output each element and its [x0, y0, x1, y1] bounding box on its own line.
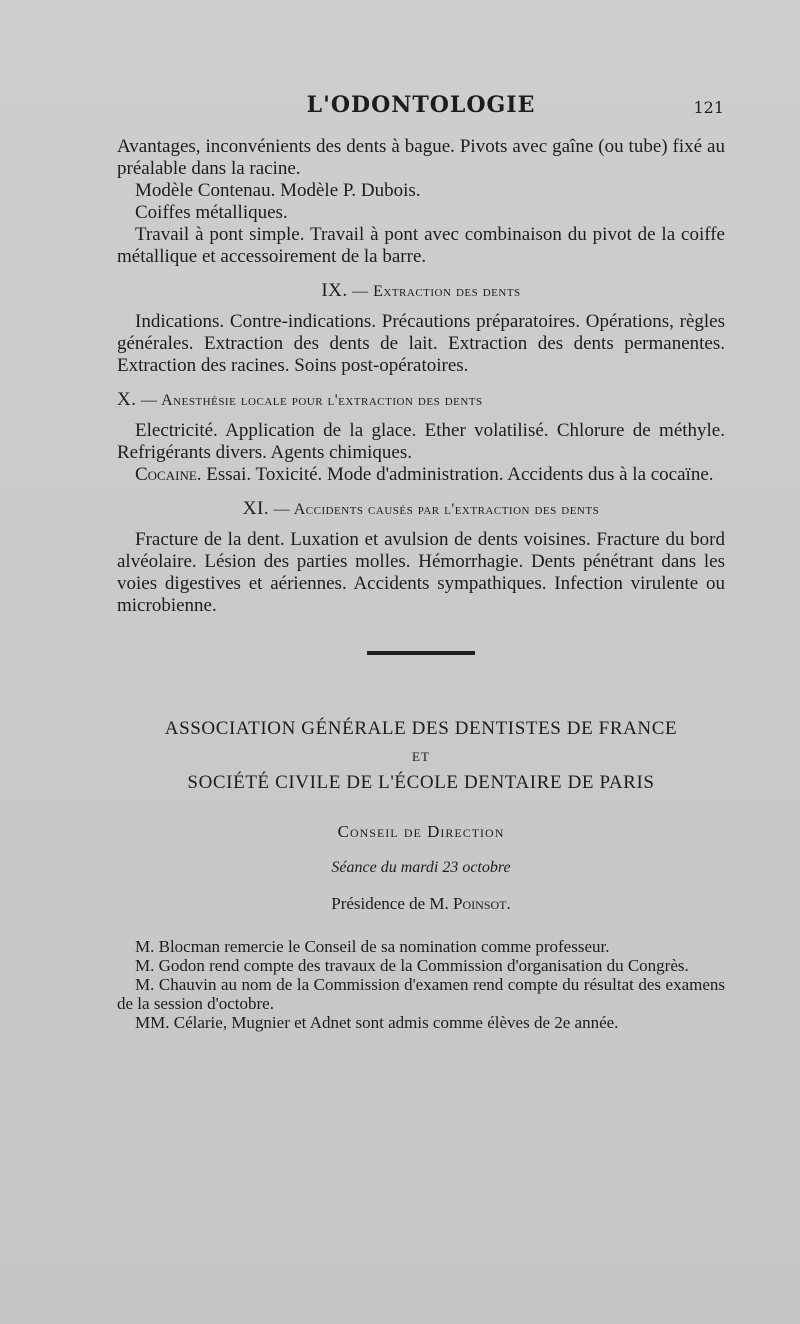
paragraph: Indications. Contre-indications. Précautions préparatoires. Opérations, règles générales. Extraction des dents de lait. Extraction des dents permanentes. Extraction des racines. Soins post-opératoires. [117, 311, 725, 376]
section-title: — Extraction des dents [352, 283, 521, 300]
minutes-item: M. Blocman remercie le Conseil de sa nomination comme professeur. [135, 937, 610, 956]
section-number: XI. [242, 498, 270, 519]
association-et: ET [412, 749, 430, 764]
paragraph-text: Essai. Toxicité. Mode d'administration. Accidents dus à la cocaïne. [201, 464, 714, 485]
paragraph: Coiffes métalliques. [135, 202, 288, 223]
paragraph: Fracture de la dent. Luxation et avulsion de dents voisines. Fracture du bord alvéolaire. Lésion des parties molles. Hémorrhagie. Dents pénétrant dans les voies digestives et aériennes. Accidents sympathiques. Infection virulente ou microbienne. [117, 529, 725, 616]
section-heading-x [117, 389, 725, 412]
presidence-prefix: Présidence de M. [331, 894, 454, 913]
page-number: 121 [693, 98, 724, 117]
minutes-item: M. Godon rend compte des travaux de la Commission d'organisation du Congrès. [135, 956, 689, 975]
page-header [118, 92, 724, 122]
section-number: IX. [321, 280, 348, 301]
council-title: Conseil de Direction [337, 822, 505, 841]
section-heading-ix [117, 280, 725, 303]
minutes-list [117, 937, 725, 1032]
horizontal-rule [367, 651, 475, 655]
term: Cocaine. [135, 464, 202, 485]
page-body [117, 136, 725, 1032]
section-title: — Anesthésie locale pour l'extraction des dents [140, 392, 483, 409]
association-line-2: SOCIÉTÉ CIVILE DE L'ÉCOLE DENTAIRE DE PARIS [187, 772, 655, 793]
session-date: Séance du mardi 23 octobre [331, 859, 511, 876]
association-line-1: ASSOCIATION GÉNÉRALE DES DENTISTES DE FRANCE [164, 718, 678, 739]
paragraph: Electricité. Application de la glace. Ether volatilisé. Chlorure de méthyle. Refrigérants divers. Agents chimiques. [117, 420, 725, 463]
paragraph: Modèle Contenau. Modèle P. Dubois. [135, 180, 421, 201]
paragraph: Travail à pont simple. Travail à pont avec combinaison du pivot de la coiffe métallique et accessoirement de la barre. [117, 224, 725, 267]
section-title: — Accidents causés par l'extraction des dents [273, 501, 600, 518]
minutes-item: M. Chauvin au nom de la Commission d'examen rend compte du résultat des examens de la session d'octobre. [117, 975, 725, 1013]
section-number: X. [117, 389, 137, 410]
running-title: L'ODONTOLOGIE [306, 92, 536, 118]
association-heading [117, 718, 725, 794]
president-name: Poinsot. [453, 894, 511, 913]
presidence-line [117, 893, 725, 915]
minutes-item: MM. Célarie, Mugnier et Adnet sont admis comme élèves de 2e année. [135, 1013, 619, 1032]
section-heading-xi [117, 498, 725, 521]
paragraph: Avantages, inconvénients des dents à bague. Pivots avec gaîne (ou tube) fixé au préalable dans la racine. [117, 136, 725, 179]
paragraph [117, 464, 725, 486]
